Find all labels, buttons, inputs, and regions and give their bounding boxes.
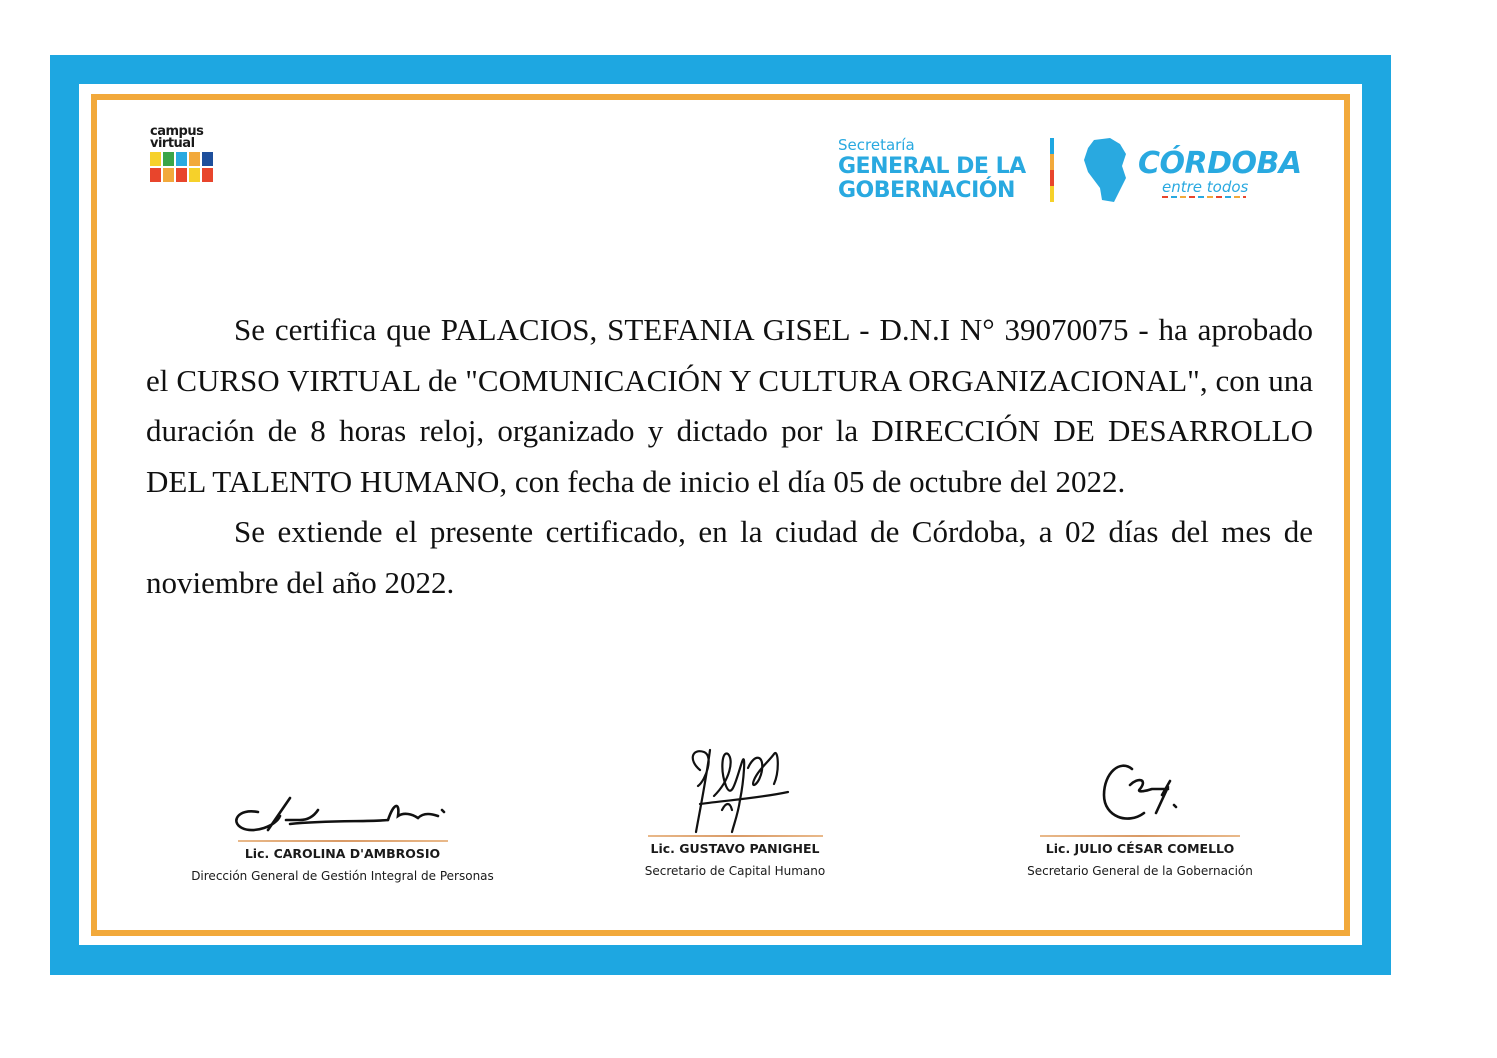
gov-logo-divider bbox=[1050, 138, 1054, 202]
campus-logo-figures bbox=[150, 152, 222, 182]
gobierno-cordoba-logo bbox=[836, 132, 1302, 210]
signature-2-icon bbox=[670, 740, 800, 835]
signature-1-icon bbox=[228, 790, 458, 840]
signature-3-role: Secretario General de la Gobernación bbox=[1027, 864, 1253, 878]
gov-logo-dots bbox=[1162, 196, 1246, 198]
cordoba-map-icon bbox=[1080, 136, 1130, 204]
gov-logo-secretaria: Secretaría bbox=[838, 136, 915, 154]
signature-2-role: Secretario de Capital Humano bbox=[644, 864, 826, 878]
gov-logo-brand: CÓRDOBA bbox=[1138, 146, 1302, 181]
campus-virtual-logo bbox=[150, 126, 222, 202]
gov-logo-tagline: entre todos bbox=[1162, 178, 1249, 196]
signature-3-line bbox=[1040, 835, 1240, 837]
signature-3-name: Lic. JULIO CÉSAR COMELLO bbox=[1045, 841, 1235, 856]
signature-block-1 bbox=[170, 790, 515, 883]
signature-2-line bbox=[648, 835, 823, 837]
signature-block-2 bbox=[590, 740, 880, 878]
signature-2-name: Lic. GUSTAVO PANIGHEL bbox=[650, 841, 820, 856]
signature-block-3 bbox=[1000, 755, 1280, 878]
signature-1-role: Dirección General de Gestión Integral de Personas bbox=[191, 869, 494, 883]
signature-1-name: Lic. CAROLINA D'AMBROSIO bbox=[244, 846, 441, 861]
gov-logo-line2: GOBERNACIÓN bbox=[838, 178, 1015, 203]
certificate-paragraph-2: Se extiende el presente certificado, en la ciudad de Córdoba, a 02 días del mes de noviembre del año 2022. bbox=[146, 514, 1313, 600]
signature-1-line bbox=[238, 840, 448, 842]
certificate-body bbox=[146, 305, 1313, 608]
gov-logo-line1: GENERAL DE LA bbox=[838, 154, 1026, 179]
campus-logo-line2: virtual bbox=[150, 136, 195, 151]
campus-logo-line1: campus bbox=[150, 124, 204, 139]
certificate-paragraph-1: Se certifica que PALACIOS, STEFANIA GISEL - D.N.I N° 39070075 - ha aprobado el CURSO VIRTUAL de "COMUNICACIÓN Y CULTURA ORGANIZACIONAL", con una duración de 8 horas reloj, organizado y dictado por la DIRECCIÓN DE DESARROLLO DEL TALENTO HUMANO, con fecha de inicio el día 05 de octubre del 2022. bbox=[146, 312, 1313, 499]
signature-3-icon bbox=[1090, 755, 1190, 835]
